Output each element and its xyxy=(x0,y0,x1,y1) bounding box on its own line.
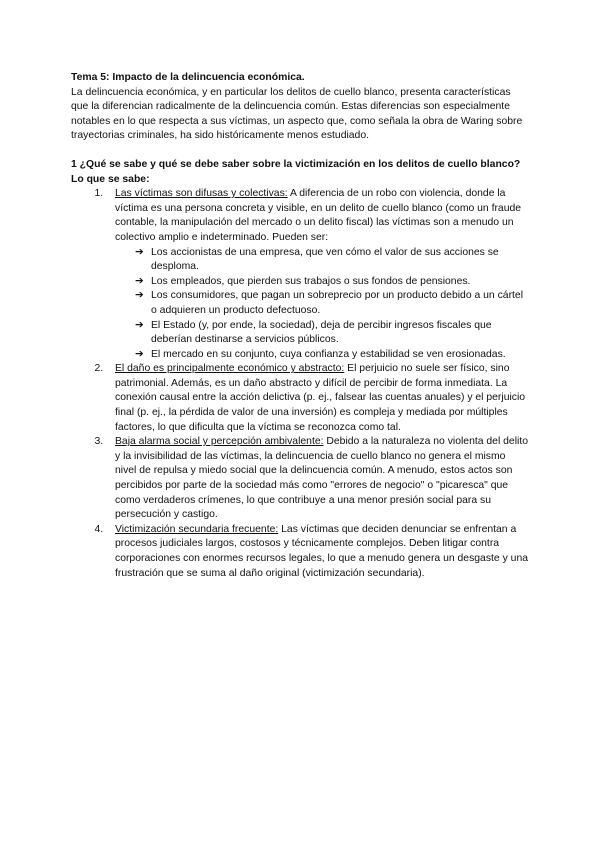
list-item xyxy=(106,435,528,523)
list-item xyxy=(106,187,528,362)
item-heading: El daño es principalmente económico y abstracto: xyxy=(115,363,345,375)
sublist-item: ➔ El Estado (y, por ende, la sociedad), deja de percibir ingresos fiscales que deberían destinarse a servicios públicos. xyxy=(135,319,492,346)
arrow-right-icon: ➔ xyxy=(135,348,144,360)
list-item xyxy=(106,362,528,435)
numbered-list xyxy=(71,187,528,581)
sublist-item: ➔ Los consumidores, que pagan un sobreprecio por un producto debido a un cártel o adquieren un producto defectuoso. xyxy=(135,290,524,316)
arrow-sublist xyxy=(115,246,528,363)
sublist-item: ➔ El mercado en su conjunto, cuya confianza y estabilidad se ven erosionadas. xyxy=(135,348,528,363)
subheading-lo-que-se-sabe: Lo que se sabe: xyxy=(71,173,150,185)
arrow-right-icon: ➔ xyxy=(135,246,144,258)
arrow-right-icon: ➔ xyxy=(135,290,144,302)
item-heading: Victimización secundaria frecuente: xyxy=(115,523,279,535)
document-title: Tema 5: Impacto de la delincuencia económica. xyxy=(71,72,305,83)
item-text: Debido a la naturaleza no violenta del delito y la invisibilidad de las víctimas, la delincuencia de cuello blanco no genera el mismo nivel de repulsa y miedo social que la delincuencia común. A menudo, estos actos son percibidos por parte de la sociedad más como "errores de negocio" o "picaresca" que como verdaderos crímenes, lo que contribuye a una menor presión social para su persecución y castigo. xyxy=(115,436,528,521)
arrow-right-icon: ➔ xyxy=(135,275,144,287)
intro-paragraph: La delincuencia económica, y en particular los delitos de cuello blanco, presenta características que la diferencian radicalmente de la delincuencia común. Estas diferencias son especialmente notables en lo que respecta a sus víctimas, un aspecto que, como señala la obra de Waring sobre trayectorias criminales, ha sido históricamente menos estudiado. xyxy=(71,86,523,142)
item-heading: Las víctimas son difusas y colectivas: xyxy=(115,188,288,200)
item-heading: Baja alarma social y percepción ambivalente: xyxy=(115,436,324,448)
sublist-item: ➔ Los accionistas de una empresa, que ven cómo el valor de sus acciones se desploma. xyxy=(135,246,499,273)
list-item xyxy=(106,523,528,581)
sublist-item: ➔ Los empleados, que pierden sus trabajos o sus fondos de pensiones. xyxy=(135,275,528,290)
item-text: A diferencia de un robo con violencia, donde la víctima es una persona concreta y visible, en un delito de cuello blanco (como un fraude contable, la manipulación del mercado o un delito fiscal) las víctimas son a menudo un colectivo amplio e indeterminado. Pueden ser: xyxy=(115,188,522,243)
section-heading: 1 ¿Qué se sabe y qué se debe saber sobre la victimización en los delitos de cuello blanco? xyxy=(71,158,521,170)
arrow-right-icon: ➔ xyxy=(135,319,144,331)
item-text: Las víctimas que deciden denunciar se enfrentan a procesos judiciales largos, costosos y técnicamente complejos. Deben litigar contra corporaciones con enormes recursos legales, lo que a menudo genera un desgaste y una frustración que se suma al daño original (victimización secundaria). xyxy=(115,523,528,579)
item-text: El perjuicio no suele ser físico, sino patrimonial. Además, es un daño abstracto y difícil de percibir de forma inmediata. La conexión causal entre la acción delictiva (p. ej., falsear las cuentas anuales) y el perjuicio final (p. ej., la pérdida de valor de una inversión) es compleja y mediada por múltiples factores, lo que dificulta que la víctima se reconozca como tal. xyxy=(115,363,526,433)
